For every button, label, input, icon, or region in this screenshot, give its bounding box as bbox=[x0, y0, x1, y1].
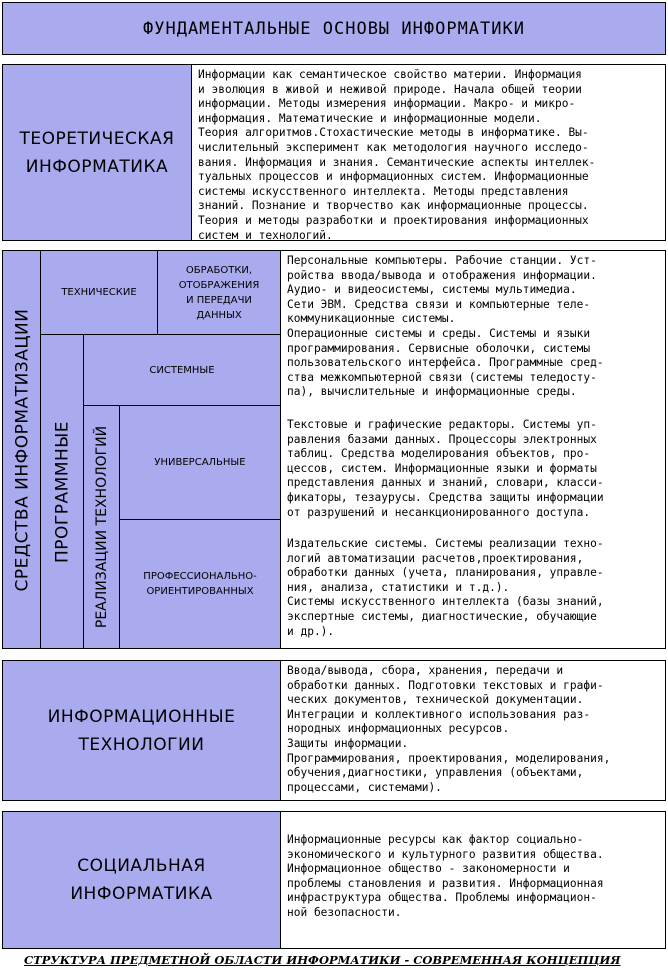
means-label: СРЕДСТВА ИНФОРМАТИЗАЦИИ bbox=[12, 308, 33, 592]
it-label: ИНФОРМАЦИОННЫЕ ТЕХНОЛОГИИ bbox=[47, 706, 236, 755]
universal-label: УНИВЕРСАЛЬНЫЕ bbox=[154, 457, 246, 468]
caption: СТРУКТУРА ПРЕДМЕТНОЙ ОБЛАСТИ ИНФОРМАТИКИ - СОВРЕМЕННАЯ КОНЦЕПЦИЯ bbox=[24, 953, 621, 967]
means-label-box bbox=[2, 250, 41, 649]
tech-impl-label: РЕАЛИЗАЦИИ ТЕХНОЛОГИЙ bbox=[94, 425, 110, 629]
social-text-box bbox=[280, 811, 666, 949]
system-label: СИСТЕМНЫЕ bbox=[149, 364, 215, 376]
software-label: ПРОГРАММНЫЕ bbox=[52, 420, 73, 564]
technical-sub-label: ОБРАБОТКИ, ОТОБРАЖЕНИЯ И ПЕРЕДАЧИ ДАННЫХ bbox=[178, 264, 260, 321]
technical-label-box bbox=[40, 250, 158, 335]
means-text-box bbox=[280, 250, 666, 649]
social-text: Информационные ресурсы как фактор социально- экономического и культурного развития общества. Информационное общество - закономерности и проблемы становления и развития. Информационная инфраструктура общества. Проблемы информацион- ной безопасности. bbox=[287, 833, 604, 919]
title-box bbox=[2, 2, 666, 55]
professional-label: ПРОФЕССИОНАЛЬНО- ОРИЕНТИРОВАННЫХ bbox=[143, 571, 257, 597]
software-label-box bbox=[40, 334, 84, 649]
technical-text: Персональные компьютеры. Рабочие станции. Уст- ройства ввода/вывода и отображения информации. Аудио- и видеосистемы, системы мультимедиа. Сети ЭВМ. Средства связи и компьютерные теле- коммуникационные системы. bbox=[287, 254, 597, 326]
tech-impl-label-box bbox=[83, 405, 120, 649]
theory-text: Информации как семантическое свойство материи. Информация и эволюция в живой и неживой природе. Начала общей теории информации. Методы измерения информации. Макро- и микро- информация. Математические и информационные модели. Теория алгоритмов.Стохастические методы в информатике. Вы- числительный эксперимент как методология научного исследо- вания. Информация и знания. Семантические аспекты интеллек- туальных процессов и информационных систем. Информационные системы искусственного интеллекта. Методы представления знаний. Познание и творчество как информационные процессы. Теория и методы разработки и проектирования информационных систем и технологий. bbox=[191, 64, 666, 241]
it-text: Ввода/вывода, сбора, хранения, передачи и обработки данных. Подготовки текстовых и графи- ческих документов, технической документации. Интеграции и коллективного использования раз- нородных информационных ресурсов. Защиты информации. Программирования, проектирования, моделирования, обучения,диагностики, управления (объектами, процессами, системами). bbox=[280, 660, 666, 801]
system-text: Операционные системы и среды. Системы и языки программирования. Сервисные оболочки, системы пользовательского интерфейса. Программные сред- ства межкомпьютерной связи (системы теледосту- па), вычислительные и информационные среды. bbox=[287, 327, 604, 399]
social-label: СОЦИАЛЬНАЯ ИНФОРМАТИКА bbox=[70, 856, 213, 904]
system-label-box bbox=[83, 334, 281, 406]
theory-label: ТЕОРЕТИЧЕСКАЯ ИНФОРМАТИКА bbox=[19, 128, 175, 177]
professional-text: Издательские системы. Системы реализации техно- логий автоматизации расчетов,проектирования, обработки данных (учета, планирования, управле- ния, анализа, статистики и т.д.). Системы искусственного интеллекта (базы знаний, экспертные системы, диагностические, обучающие и др.). bbox=[287, 537, 604, 638]
universal-text: Текстовые и графические редакторы. Системы уп- равления базами данных. Процессоры электронных таблиц. Средства моделирования объектов, про- цессов, систем. Информационные языки и форматы представления данных и знаний, словари, класси- фикаторы, тезаурусы. Средства защиты информации от разрушений и несанкционированного доступа. bbox=[287, 418, 604, 519]
technical-label: ТЕХНИЧЕСКИЕ bbox=[61, 287, 137, 298]
professional-label-box bbox=[119, 519, 281, 649]
universal-label-box bbox=[119, 405, 281, 520]
technical-sub-label-box bbox=[157, 250, 281, 335]
social-label-box bbox=[2, 811, 281, 949]
it-label-box bbox=[2, 660, 281, 801]
theory-label-box bbox=[2, 64, 192, 241]
diagram-title: ФУНДАМЕНТАЛЬНЫЕ ОСНОВЫ ИНФОРМАТИКИ bbox=[143, 18, 525, 39]
